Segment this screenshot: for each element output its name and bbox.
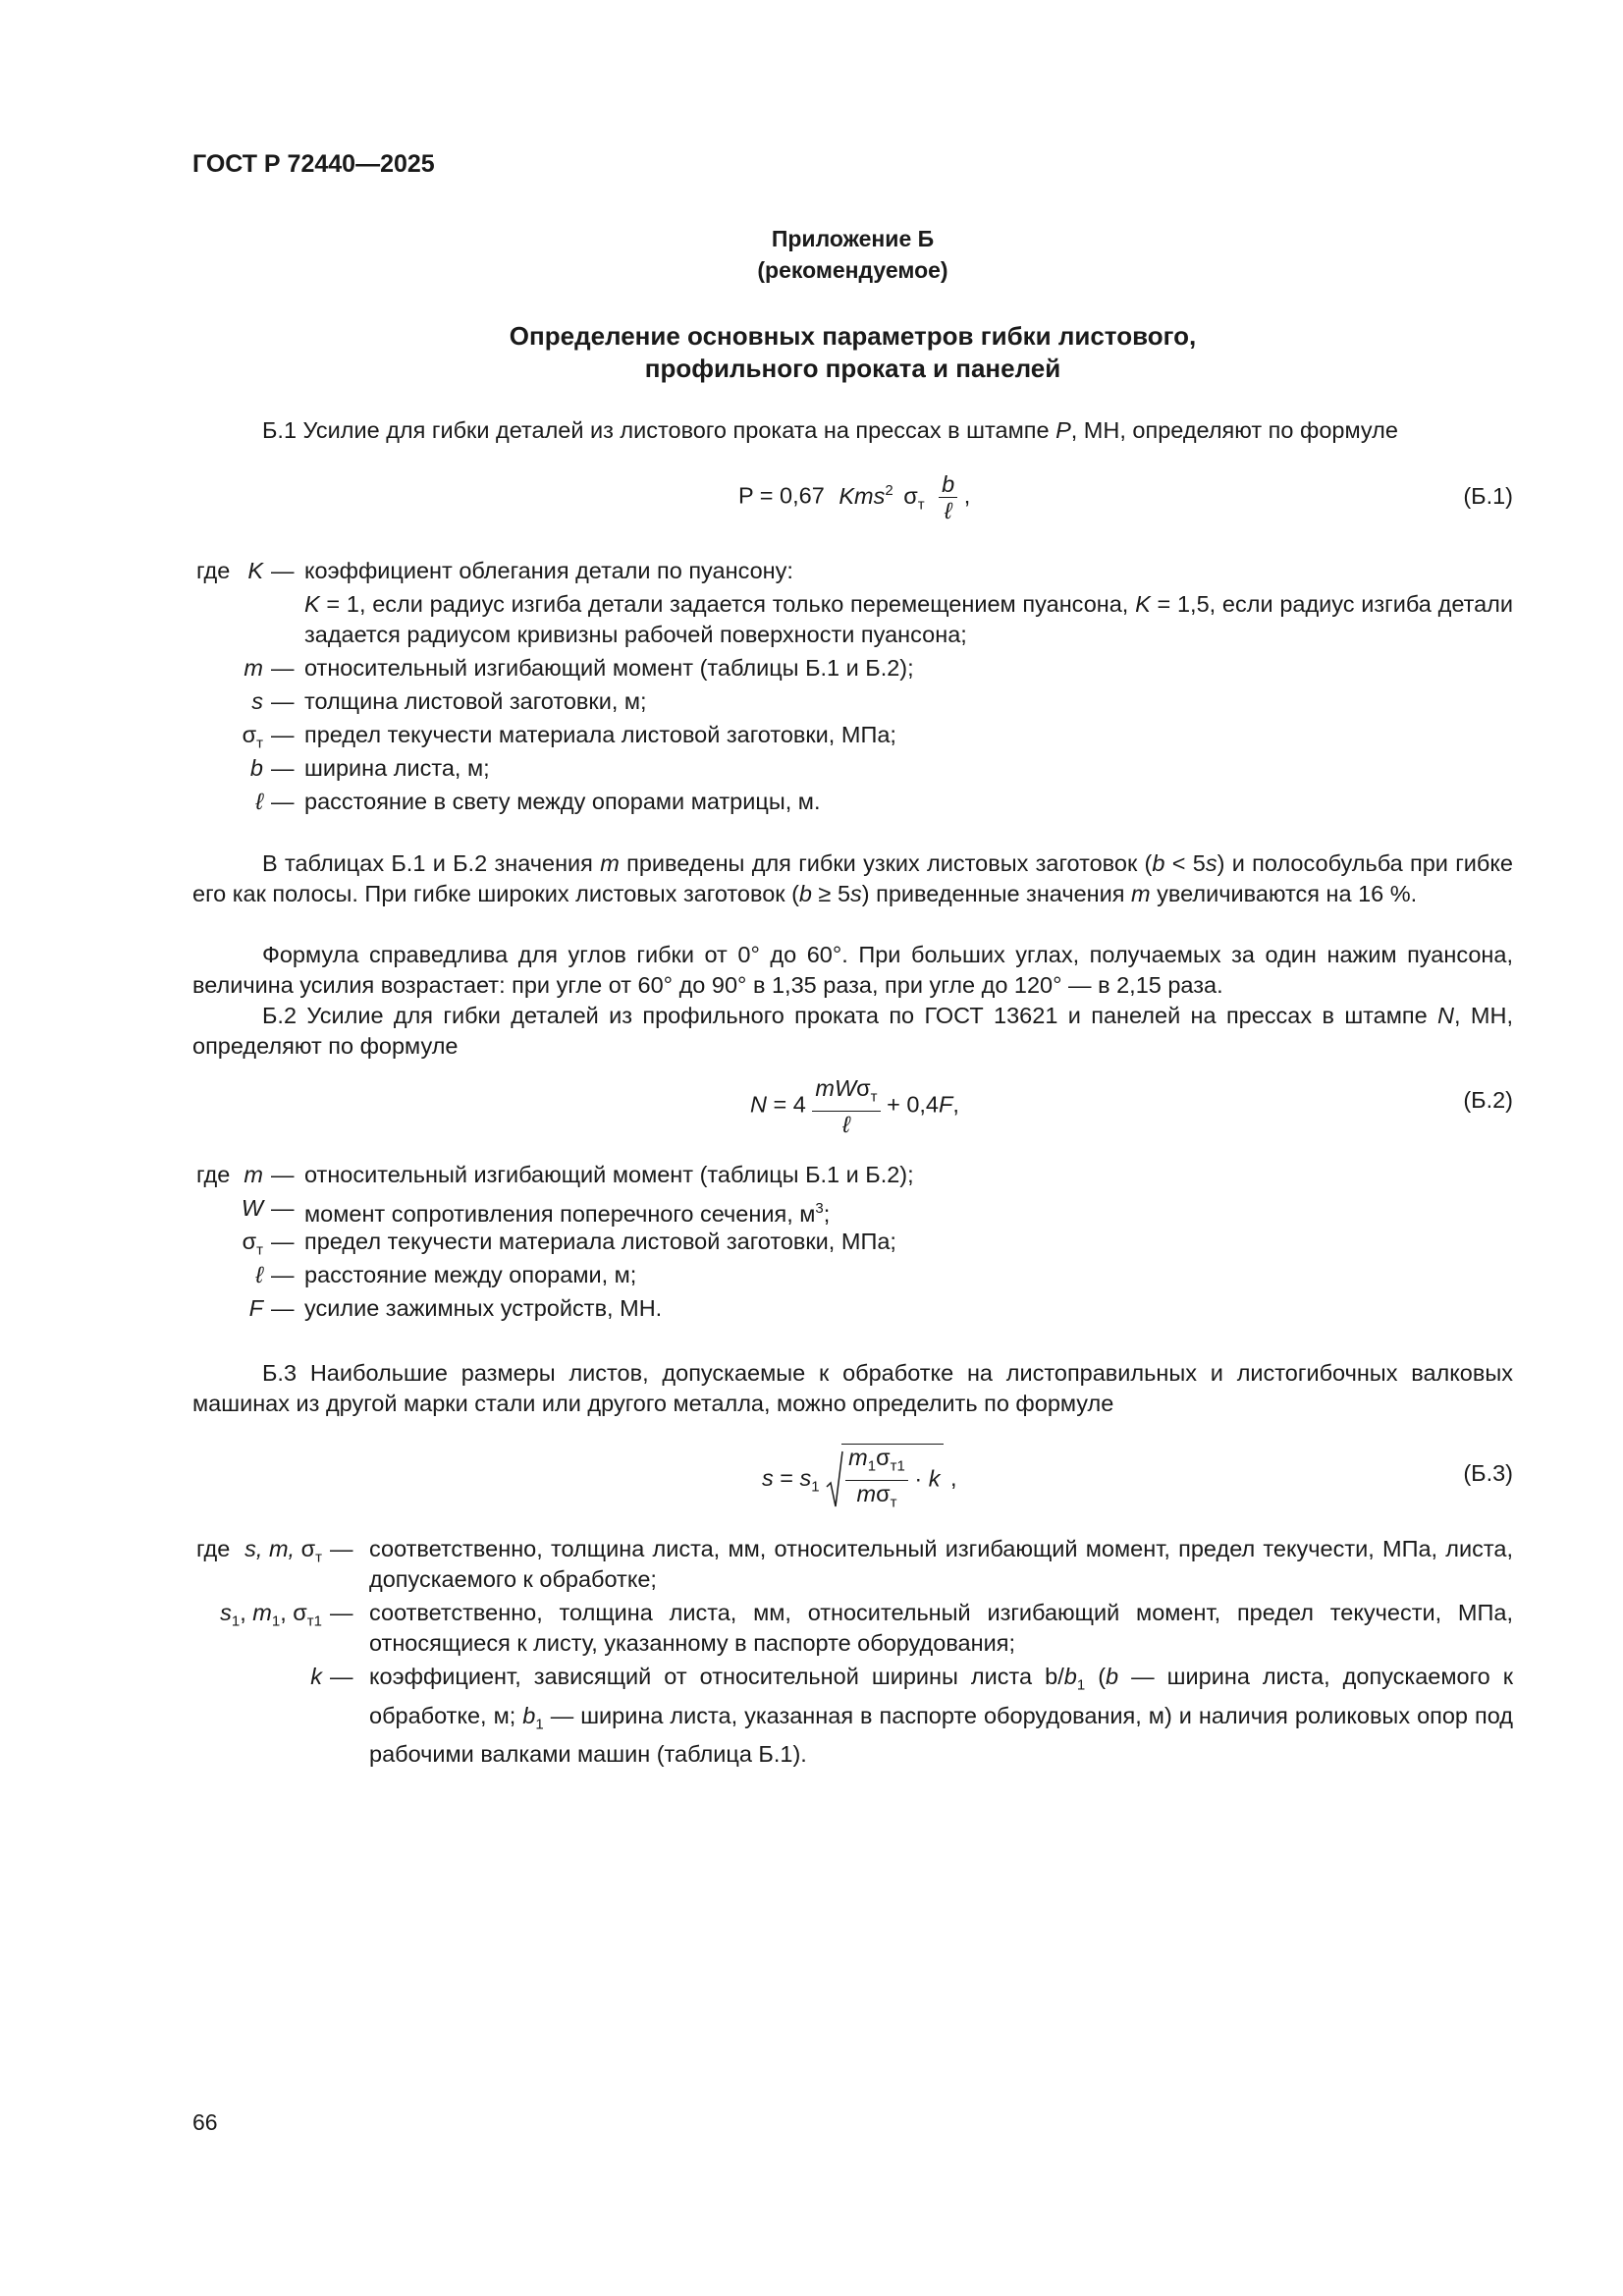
definition-text: расстояние между опорами, м; bbox=[304, 1262, 637, 1287]
formula-b3-number: (Б.3) bbox=[1463, 1460, 1513, 1486]
definition-symbol: K bbox=[247, 558, 263, 583]
definition-where-label: где bbox=[196, 1536, 231, 1561]
formula-b3-num: $m_1\sigma_{т1}$ bbox=[845, 1445, 908, 1481]
formula-b3-sqrt bbox=[826, 1444, 944, 1515]
formula-b3-fraction bbox=[845, 1445, 908, 1515]
formula-b2-den: ℓ bbox=[842, 1111, 850, 1137]
formula-b1-tail: , bbox=[963, 482, 971, 509]
definition-text: относительный изгибающий момент (таблицы Б.1 и Б.2); bbox=[304, 1162, 914, 1187]
definition-text: соответственно, толщина листа, мм, относительный изгибающий момент, предел текучести, МПа, относящиеся к листу, указанному в паспорте оборудования; bbox=[369, 1600, 1513, 1656]
definition-symbol: F bbox=[248, 1295, 263, 1321]
formula-b1-den: ℓ bbox=[944, 498, 952, 523]
definition-text: толщина листовой заготовки, м; bbox=[304, 688, 647, 714]
document-header: ГОСТ Р 72440—2025 bbox=[192, 150, 435, 178]
definition-symbol: $s_1$, $m_1$, $\sigma_{т1}$ bbox=[220, 1600, 322, 1630]
definition-text: относительный изгибающий момент (таблицы Б.1 и Б.2); bbox=[304, 655, 914, 681]
formula-b1 bbox=[738, 471, 970, 523]
definition-dash: — bbox=[330, 1664, 353, 1689]
definition-dash: — bbox=[271, 558, 295, 583]
definition-symbol: $\sigma_т$ bbox=[242, 722, 263, 752]
definition-dash: — bbox=[271, 755, 295, 781]
section-b3-intro-text: Б.3 Наибольшие размеры листов, допускаемые к обработке на листоправильных и листогибочных валковых машинах из другой марки стали или другого металла, можно определить по формуле bbox=[192, 1360, 1513, 1416]
formula-b2-number: (Б.2) bbox=[1463, 1087, 1513, 1113]
definition-text: момент сопротивления поперечного сечения, $м^3$; bbox=[304, 1200, 831, 1227]
section-b1-intro bbox=[192, 415, 1513, 446]
definition-dash: — bbox=[271, 1229, 295, 1254]
definition-dash: — bbox=[271, 722, 295, 747]
section-b1-para2-text: Формула справедлива для углов гибки от 0° до 60°. При больших углах, получаемых за один нажим пуансона, величина усилия возрастает: при угле от 60° до 90° в 1,35 раза, при угле до 120° — в 2,15 раза. bbox=[192, 942, 1513, 998]
definition-dash: — bbox=[271, 1162, 295, 1187]
definition-symbol: s bbox=[251, 688, 263, 714]
definition-dash: — bbox=[271, 655, 295, 681]
definition-dash: — bbox=[271, 688, 295, 714]
definition-symbol: k bbox=[310, 1664, 322, 1689]
appendix-label: Приложение Б bbox=[771, 226, 935, 251]
definition-text: коэффициент, зависящий от относительной ширины листа $b/b_1$ (b — ширина листа, допускаемого к обработке, м; $b_1$ — ширина листа, указанная в паспорте оборудования, м) и наличия роликовых опор под рабочими валками машин (таблица Б.1). bbox=[369, 1664, 1514, 1768]
formula-b1-sigma: σ bbox=[903, 482, 918, 509]
definition-symbol: b bbox=[249, 755, 263, 781]
formula-b2-lhs: N = 4 bbox=[750, 1091, 806, 1118]
formula-b1-sigma-sub: т bbox=[917, 496, 925, 514]
definition-text: соответственно, толщина листа, мм, относительный изгибающий момент, предел текучести, МПа, листа, допускаемого к обработке; bbox=[369, 1536, 1513, 1592]
section-b1-para1-text: В таблицах Б.1 и Б.2 значения m приведены для гибки узких листовых заготовок (b < 5s) и полособульба при гибке его как полосы. При гибке широких листовых заготовок (b ≥ 5s) приведенные значения m увеличиваются на 16 %. bbox=[192, 850, 1514, 906]
section-b1-para2 bbox=[192, 940, 1513, 1001]
definition-text: K = 1, если радиус изгиба детали задается только перемещением пуансона, K = 1,5, если радиус изгиба детали задается радиусом кривизны рабочей поверхности пуансона; bbox=[304, 591, 1514, 647]
definition-dash: — bbox=[271, 1195, 295, 1221]
formula-b2-tail: + 0,4F, bbox=[887, 1091, 959, 1118]
formula-b1-body: Kms bbox=[839, 482, 886, 509]
definition-text: коэффициент облегания детали по пуансону: bbox=[304, 558, 793, 583]
appendix-title-line1: Определение основных параметров гибки листового, bbox=[509, 321, 1197, 351]
definition-symbol: $\sigma_т$ bbox=[242, 1229, 263, 1259]
section-b1-intro-text: Б.1 Усилие для гибки деталей из листового проката на прессах в штампе P, МН, определяют по формуле bbox=[262, 417, 1398, 443]
definition-text: предел текучести материала листовой заготовки, МПа; bbox=[304, 722, 896, 747]
formula-b1-lhs: P = 0,67 bbox=[738, 482, 825, 509]
definition-where-label: где bbox=[196, 1162, 231, 1187]
section-b3-intro bbox=[192, 1358, 1513, 1419]
definition-text: ширина листа, м; bbox=[304, 755, 490, 781]
formula-b2 bbox=[750, 1075, 959, 1137]
page-number: 66 bbox=[192, 2109, 218, 2135]
section-b2-intro-text: Б.2 Усилие для гибки деталей из профильного проката по ГОСТ 13621 и панелей на прессах в штампе N, МН, определяют по формуле bbox=[192, 1003, 1513, 1059]
definition-dash: — bbox=[271, 1295, 295, 1321]
definition-symbol: m bbox=[243, 655, 263, 681]
definition-text: предел текучести материала листовой заготовки, МПа; bbox=[304, 1229, 896, 1254]
definition-dash: — bbox=[330, 1600, 353, 1625]
definition-where-label: где bbox=[196, 558, 231, 583]
section-b2-intro bbox=[192, 1001, 1513, 1062]
appendix-status: (рекомендуемое) bbox=[757, 257, 948, 283]
section-b1-para1 bbox=[192, 848, 1513, 909]
definition-symbol: ℓ bbox=[255, 1262, 263, 1287]
definition-text: усилие зажимных устройств, МН. bbox=[304, 1295, 663, 1321]
formula-b2-fraction bbox=[812, 1075, 880, 1137]
definition-dash: — bbox=[330, 1536, 353, 1561]
formula-b2-num: mWσ$_т$ bbox=[812, 1075, 880, 1112]
definition-symbol: s, m, $\sigma_т$ bbox=[244, 1536, 322, 1566]
appendix-title-line2: профильного проката и панелей bbox=[644, 354, 1061, 383]
formula-b3-den: $m\sigma_т$ bbox=[856, 1480, 897, 1511]
definition-symbol: m bbox=[243, 1162, 263, 1187]
formula-b1-exp: 2 bbox=[885, 481, 893, 499]
definition-text: расстояние в свету между опорами матрицы, м. bbox=[304, 789, 821, 814]
definition-dash: — bbox=[271, 789, 295, 814]
formula-b1-fraction bbox=[939, 471, 957, 523]
formula-b1-num: b bbox=[939, 471, 957, 498]
formula-b1-number: (Б.1) bbox=[1463, 483, 1513, 509]
definition-symbol: ℓ bbox=[255, 789, 263, 814]
formula-b3-tail: , bbox=[950, 1464, 957, 1491]
formula-b3-mult: · k bbox=[914, 1465, 941, 1492]
formula-b3 bbox=[762, 1444, 957, 1515]
formula-b3-lhs: $s = s_1$ bbox=[762, 1464, 820, 1496]
definition-dash: — bbox=[271, 1262, 295, 1287]
definition-symbol: W bbox=[241, 1195, 263, 1221]
